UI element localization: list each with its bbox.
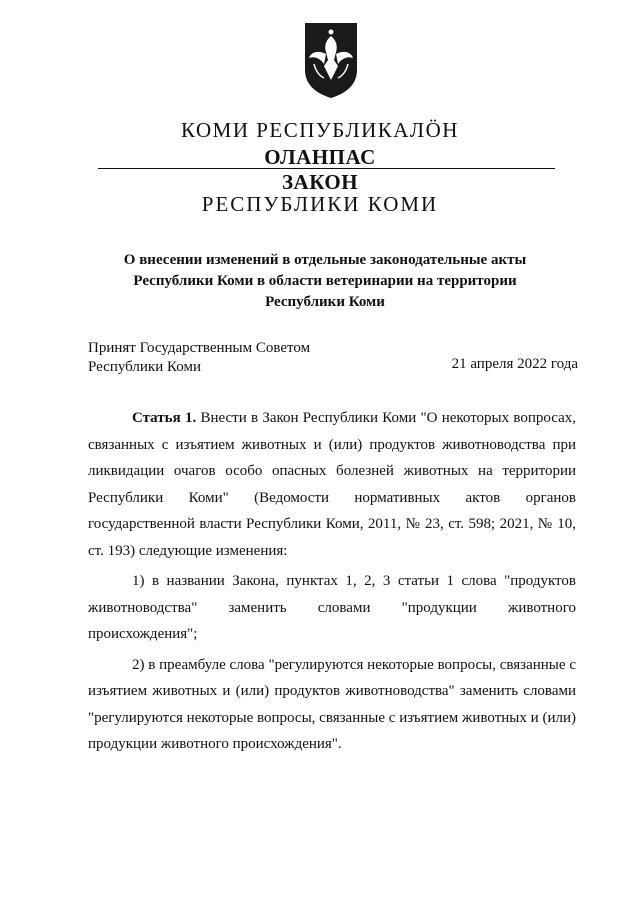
law-title-line: Республики Коми в области ветеринарии на территории <box>133 273 517 289</box>
article-item-2: 2) в преамбуле слова "регулируются некоторые вопросы, связанные с изъятием животных и (или) продуктов животноводства" заменить словами "регулируются некоторые вопросы, связанные с изъятием животных и (или) продукции животного происхождения". <box>88 656 576 752</box>
law-title-line: О внесении изменений в отдельные законодательные акты <box>123 252 527 268</box>
article-label: Статья 1. <box>132 410 197 426</box>
adoption-note <box>88 339 310 377</box>
header-line-olanpas: ОЛАНПАС <box>264 145 376 169</box>
law-title-line: Республики Коми <box>265 294 385 310</box>
header-divider <box>98 168 555 169</box>
header-line-republic-komi-language: КОМИ РЕСПУБЛИКАЛӦН <box>181 118 459 142</box>
header-line-republic-komi: РЕСПУБЛИКИ КОМИ <box>201 192 439 216</box>
header-line-zakon: ЗАКОН <box>281 170 359 194</box>
law-title <box>90 250 560 313</box>
coat-of-arms-komi-icon <box>302 20 360 100</box>
article-intro-paragraph <box>88 405 576 564</box>
article-item-1: 1) в названии Закона, пунктах 1, 2, 3 статьи 1 слова "продуктов животноводства" заменить словами "продукции животного происхождения"; <box>88 573 576 642</box>
adoption-date: 21 апреля 2022 года <box>451 356 578 372</box>
article-intro-text: Внести в Закон Республики Коми "О некоторых вопросах, связанных с изъятием животных и (или) продуктов животноводства при ликвидации очагов особо опасных болезней животных на территории Республики Коми" (Ведомости нормативных актов органов государственной власти Республики Коми, 2011, № 23, ст. 598; 2021, № 10, ст. 193) следующие изменения: <box>88 410 577 559</box>
adoption-line: Республики Коми <box>88 359 201 375</box>
article-body <box>88 405 576 758</box>
adoption-line: Принят Государственным Советом <box>88 340 311 356</box>
